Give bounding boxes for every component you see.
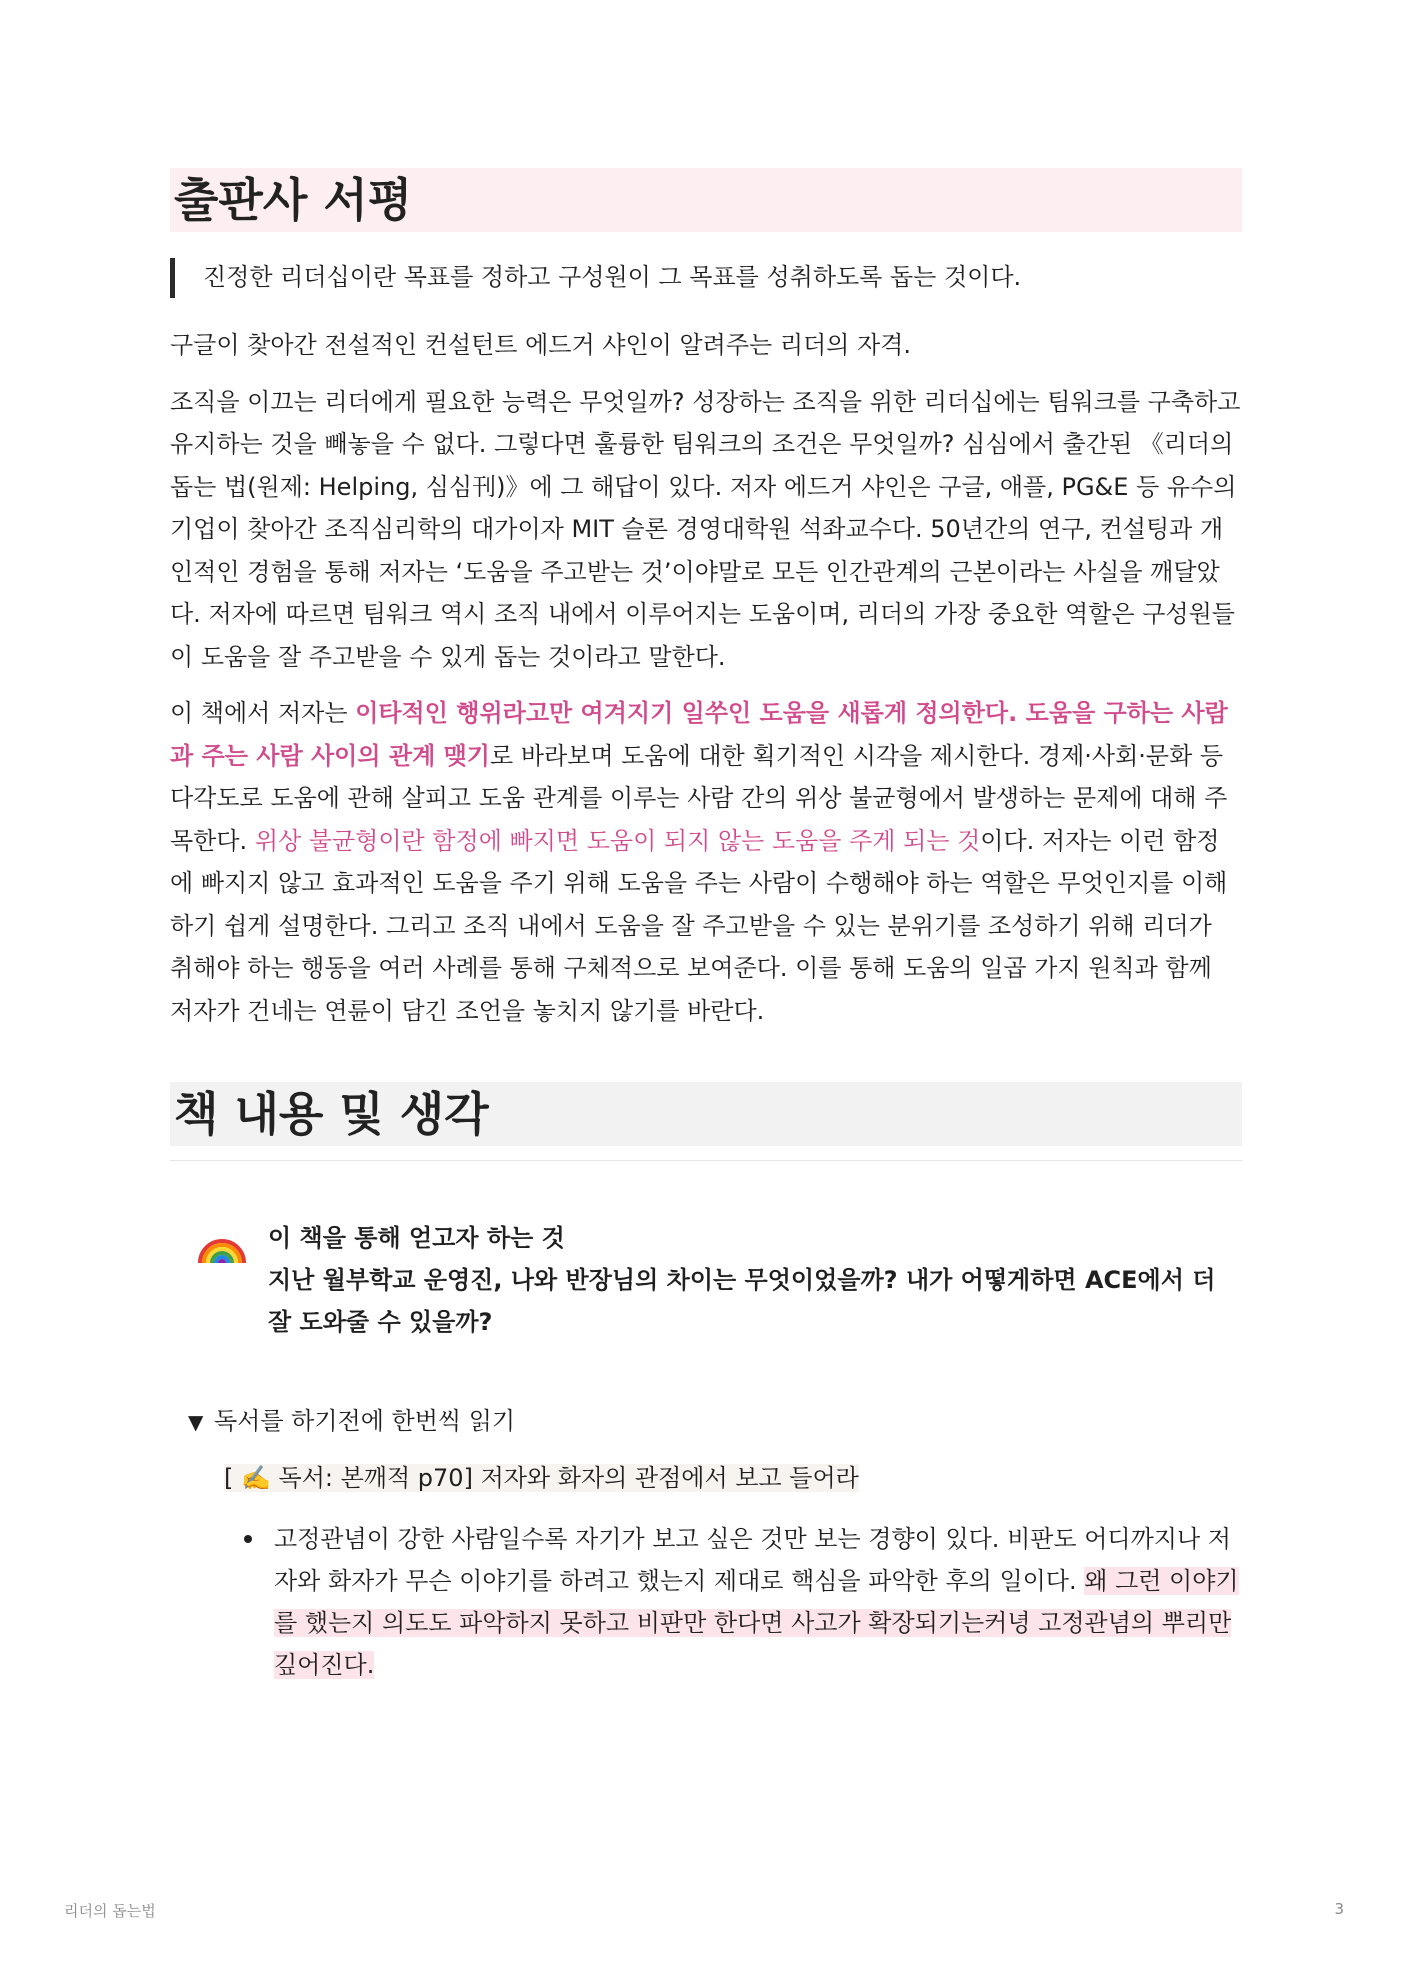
highlight-bold-pink: 이타적인 행위라고만 여겨지기 일쑤인 도움을 새롭게 정의한다. 도움을 구하는 사람과 주는 사람 사이의 관계 맺기 <box>170 699 1228 770</box>
divider <box>170 1160 1242 1161</box>
paragraph-intro: 구글이 찾아간 전설적인 컨설턴트 에드거 샤인이 알려주는 리더의 자격. <box>170 331 911 359</box>
toggle-block[interactable] <box>188 1401 1242 1442</box>
bullet-highlight: 왜 그런 이야기를 했는지 의도도 파악하지 못하고 비판만 한다면 사고가 확장되기는커녕 고정관념의 뿌리만 깊어진다. <box>274 1567 1239 1679</box>
rainbow-icon <box>196 1219 248 1271</box>
note-bracket: [ <box>224 1464 234 1492</box>
callout-body: 지난 월부학교 운영진, 나와 반장님의 차이는 무엇이었을까? 내가 어떻게하면 ACE에서 더 잘 도와줄 수 있을까? <box>268 1266 1216 1336</box>
bullet-text: 고정관념이 강한 사람일수록 자기가 보고 싶은 것만 보는 경향이 있다. 비판도 어디까지나 저자와 화자가 무슨 이야기를 하려고 했는지 제대로 핵심을 파악한 후의 일이다. <box>274 1525 1231 1595</box>
page-number: 3 <box>1334 1900 1344 1918</box>
highlight-pink: 위상 불균형이란 함정에 빠지면 도움이 되지 않는 도움을 주게 되는 것 <box>254 826 981 855</box>
toggle-label: 독서를 하기전에 한번씩 읽기 <box>214 1407 516 1435</box>
writing-hand-icon: ✍️ <box>241 1464 271 1492</box>
page-content <box>170 168 1242 1686</box>
toggle-triangle-icon[interactable]: ▼ <box>188 1410 204 1434</box>
blockquote: 진정한 리더십이란 목표를 정하고 구성원이 그 목표를 성취하도록 돕는 것이다. <box>170 258 1242 298</box>
text-run: 이 책에서 저자는 <box>170 699 356 727</box>
note-label: 독서: 본깨적 p70] 저자와 화자의 관점에서 보고 들어라 <box>270 1464 859 1492</box>
callout-title: 이 책을 통해 얻고자 하는 것 <box>268 1224 565 1252</box>
note-text <box>224 1464 859 1492</box>
list-item <box>274 1518 1242 1686</box>
callout-box <box>196 1217 1242 1343</box>
section-heading-publisher-review: 출판사 서평 <box>170 168 1242 232</box>
text-run: 로 바라보며 도움에 대한 획기적인 시각을 제시한다. 경제·사회·문화 등 다각도로 도움에 관해 살피고 도움 관계를 이루는 사람 간의 위상 불균형에서 발생하는 문제에 대해 주목한다. <box>170 741 1228 855</box>
paragraph-body-1: 조직을 이끄는 리더에게 필요한 능력은 무엇일까? 성장하는 조직을 위한 리더십에는 팀워크를 구축하고 유지하는 것을 빼놓을 수 없다. 그렇다면 훌륭한 팀워크의 조건은 무엇일까? 심심에서 출간된 《리더의 돕는 법(원제: Helping, 심심刊)》에 그 해답이 있다. 저자 에드거 샤인은 구글, 애플, PG&E 등 유수의 기업이 찾아간 조직심리학의 대가이자 MIT 슬론 경영대학원 석좌교수다. 50년간의 연구, 컨설팅과 개인적인 경험을 통해 저자는 ‘도움을 주고받는 것’이야말로 모든 인간관계의 근본이라는 사실을 깨달았다. 저자에 따르면 팀워크 역시 조직 내에서 이루어지는 도움이며, 리더의 가장 중요한 역할은 구성원들이 도움을 잘 주고받을 수 있게 돕는 것이라고 말한다. <box>170 387 1241 671</box>
section-heading-book-contents: 책 내용 및 생각 <box>170 1082 1242 1146</box>
reading-note <box>224 1458 1242 1498</box>
text-run: 이다. 저자는 이런 함정에 빠지지 않고 효과적인 도움을 주기 위해 도움을 주는 사람이 수행해야 하는 역할은 무엇인지를 이해하기 쉽게 설명한다. 그리고 조직 내에서 도움을 잘 주고받을 수 있는 분위기를 조성하기 위해 리더가 취해야 하는 행동을 여러 사례를 통해 구체적으로 보여준다. 이를 통해 도움의 일곱 가지 원칙과 함께 저자가 건네는 연륜이 담긴 조언을 놓치지 않기를 바란다. <box>170 826 1228 1025</box>
bullet-dot-icon <box>244 1535 252 1543</box>
paragraph-body-2 <box>170 692 1242 1032</box>
footer-title: 리더의 돕는법 <box>64 1902 156 1920</box>
